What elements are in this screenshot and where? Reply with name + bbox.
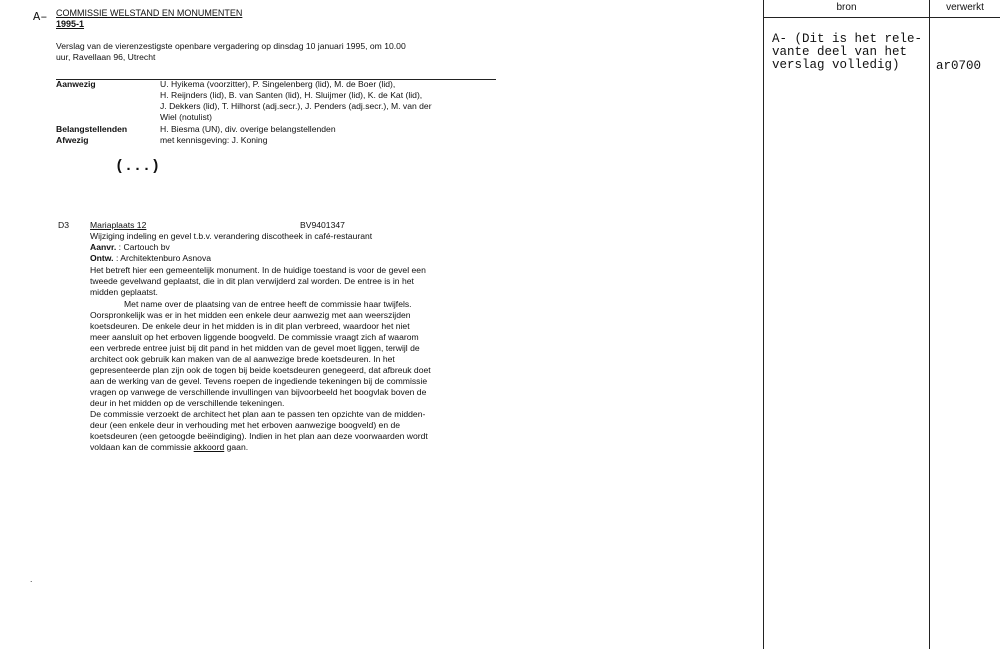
intro-line-2: uur, Ravellaan 96, Utrecht (56, 52, 156, 62)
column-header-verwerkt: verwerkt (946, 2, 984, 13)
body-line: meer aansluit op het erboven liggende boogveld. De commissie vraagt zich af waarom (90, 332, 419, 342)
section-prefix: A– (33, 10, 48, 24)
absent-value: met kennisgeving: J. Koning (160, 135, 268, 145)
item-code: D3 (58, 220, 69, 230)
body-line: midden geplaatst. (90, 287, 158, 297)
document-title: COMMISSIE WELSTAND EN MONUMENTEN (56, 8, 243, 18)
item-designer (90, 253, 211, 264)
last-line-after: gaan. (224, 442, 249, 452)
source-note-line-3: verslag volledig) (772, 58, 900, 72)
item-applicant (90, 242, 170, 253)
applicant-label: Aanvr. (90, 242, 117, 252)
stray-mark: . (30, 574, 33, 584)
body-line: Het betreft hier een gemeentelijk monument. In de huidige toestand is voor de gevel een (90, 265, 426, 275)
source-note-line-1: A- (Dit is het rele- (772, 32, 923, 46)
item-file-number: BV9401347 (300, 220, 345, 230)
designer-value: : Architektenburo Asnova (115, 253, 212, 263)
panel-left-border (763, 0, 764, 649)
body-line: deur in het midden op de verschillende tekeningen. (90, 398, 285, 408)
absent-label: Afwezig (56, 135, 89, 145)
body-line: Oorspronkelijk was er in het midden een enkele deur aanwezig met aan weerszijden (90, 310, 411, 320)
omission-ellipsis: (...) (115, 158, 161, 175)
present-line-3: J. Dekkers (lid), T. Hilhorst (adj.secr.), J. Penders (adj.secr.), M. van der (160, 101, 432, 111)
present-label: Aanwezig (56, 79, 96, 89)
present-line-4: Wiel (notulist) (160, 112, 213, 122)
body-line-last (90, 442, 248, 453)
approval-word: akkoord (193, 442, 225, 452)
item-address: Mariaplaats 12 (90, 220, 147, 230)
body-line: koetsdeuren. De enkele deur in het midden is in dit plan verbreed, waardoor het niet (90, 321, 410, 331)
present-line-1: U. Hyikema (voorzitter), P. Singelenberg (lid), M. de Boer (lid), (160, 79, 396, 89)
body-line: gepresenteerde plan zijn ook de togen bij beide koetsdeuren genegeerd, dat afbreuk doet (90, 365, 431, 375)
panel-header-rule (763, 17, 1000, 18)
source-note-line-2: vante deel van het (772, 45, 908, 59)
stakeholders-value: H. Biesma (UN), div. overige belangstellenden (160, 124, 336, 134)
present-line-2: H. Reijnders (lid), B. van Santen (lid), H. Sluijmer (lid), K. de Kat (lid), (160, 90, 423, 100)
applicant-value: : Cartouch bv (118, 242, 170, 252)
body-line: De commissie verzoekt de architect het plan aan te passen ten opzichte van de midden- (90, 409, 426, 419)
body-line: een verbrede entree juist bij dit pand in het midden van de gevel moet liggen, terwijl de (90, 343, 420, 353)
body-line: tweede gevelwand geplaatst, die in dit plan verwijderd zal worden. De entree is in het (90, 276, 414, 286)
item-description: Wijziging indeling en gevel t.b.v. verandering discotheek in café-restaurant (90, 231, 373, 241)
processed-code: ar0700 (936, 59, 982, 73)
body-line: deur (een enkele deur in verhouding met het erboven aanwezige boogveld) en de (90, 420, 401, 430)
document-subtitle: 1995-1 (56, 19, 85, 29)
last-line-before: voldaan kan de commissie (90, 442, 194, 452)
designer-label: Ontw. (90, 253, 114, 263)
panel-divider (929, 0, 930, 649)
body-line: aan de werking van de gevel. Tevens roepen de ingediende tekeningen bij de commissie (90, 376, 428, 386)
body-line: koetsdeuren (een getoogde beëindiging). Indien in het plan aan deze voorwaarden wordt (90, 431, 428, 441)
intro-line-1: Verslag van de vierenzestigste openbare vergadering op dinsdag 10 januari 1995, om 10.00 (56, 41, 406, 51)
body-line: Met name over de plaatsing van de entree heeft de commissie haar twijfels. (124, 299, 412, 309)
column-header-bron: bron (836, 2, 857, 13)
stakeholders-label: Belangstellenden (56, 124, 128, 134)
body-line: architect ook gebruik kan maken van de al aanwezige brede koetsdeuren. In het (90, 354, 395, 364)
body-line: vragen op vanwege de verschillende invullingen van bijvoorbeeld het boogvlak boven de (90, 387, 427, 397)
